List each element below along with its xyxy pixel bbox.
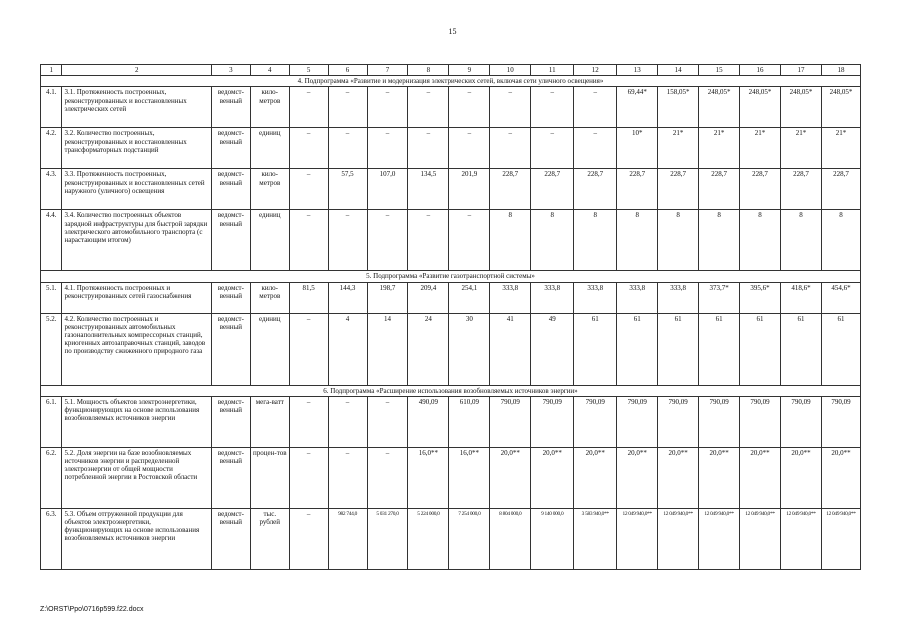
page-number: 15 (448, 27, 457, 36)
indicator-value: 8 (740, 210, 781, 271)
indicator-value: – (289, 508, 328, 569)
indicator-value: 12 049 940,0** (821, 508, 860, 569)
row-number: 4.2. (41, 128, 62, 169)
indicator-value: 8 (821, 210, 860, 271)
indicator-value: 21* (821, 128, 860, 169)
indicators-table (40, 64, 861, 570)
indicator-value: 14 (367, 313, 408, 385)
column-number: 12 (574, 65, 617, 76)
indicator-value: 61 (780, 313, 821, 385)
indicator-type: ведомст-венный (211, 447, 250, 508)
indicator-value: 61 (821, 313, 860, 385)
unit-of-measure: мега-ватт (250, 396, 289, 447)
indicator-value: 21* (699, 128, 740, 169)
indicator-value: 8 (780, 210, 821, 271)
row-number: 5.1. (41, 282, 62, 313)
indicator-value: – (367, 128, 408, 169)
unit-of-measure: единиц (250, 313, 289, 385)
indicator-value: 209,4 (408, 282, 449, 313)
indicator-value: 490,09 (408, 396, 449, 447)
row-number: 4.1. (41, 87, 62, 128)
unit-of-measure: кило-метров (250, 282, 289, 313)
column-number: 17 (780, 65, 821, 76)
indicator-value: 30 (449, 313, 490, 385)
column-number: 4 (250, 65, 289, 76)
indicator-value: 134,5 (408, 169, 449, 210)
indicator-row (41, 396, 861, 447)
indicator-value: 20,0** (780, 447, 821, 508)
unit-of-measure: единиц (250, 210, 289, 271)
indicator-value: 5 224 000,0 (408, 508, 449, 569)
indicator-value: – (574, 128, 617, 169)
indicator-value: 20,0** (531, 447, 574, 508)
file-path-footer: Z:\ORST\Ppo\0716p599.f22.docx (40, 606, 144, 613)
indicator-value: 790,09 (740, 396, 781, 447)
indicator-value: 9 140 000,0 (531, 508, 574, 569)
column-number: 3 (211, 65, 250, 76)
indicator-value: 395,6* (740, 282, 781, 313)
indicator-value: 61 (574, 313, 617, 385)
indicator-value: 8 (617, 210, 658, 271)
indicator-value: 158,05* (658, 87, 699, 128)
row-number: 6.1. (41, 396, 62, 447)
indicator-value: – (408, 210, 449, 271)
unit-of-measure: тыс. рублей (250, 508, 289, 569)
indicator-value: 16,0** (449, 447, 490, 508)
indicator-value: 418,6* (780, 282, 821, 313)
indicator-row (41, 87, 861, 128)
indicator-value: – (367, 447, 408, 508)
indicator-type: ведомст-венный (211, 169, 250, 210)
indicator-value: 248,05* (821, 87, 860, 128)
indicator-type: ведомст-венный (211, 210, 250, 271)
indicator-value: 228,7 (740, 169, 781, 210)
indicator-value: 8 (658, 210, 699, 271)
indicator-value: 20,0** (699, 447, 740, 508)
indicator-value: – (531, 87, 574, 128)
indicator-value: 8 (699, 210, 740, 271)
indicator-type: ведомст-венный (211, 313, 250, 385)
column-number: 9 (449, 65, 490, 76)
indicator-value: 21* (658, 128, 699, 169)
indicator-value: 8 (490, 210, 531, 271)
indicator-value: 8 804 000,0 (490, 508, 531, 569)
indicator-value: – (289, 447, 328, 508)
indicator-value: 20,0** (617, 447, 658, 508)
indicator-value: – (449, 128, 490, 169)
indicator-type: ведомст-венный (211, 87, 250, 128)
indicator-value: 69,44* (617, 87, 658, 128)
indicator-type: ведомст-венный (211, 282, 250, 313)
indicator-name: 5.2. Доля энергии на базе возобновляемых источников энергии и распределенной электроэнергии от общей мощности потребленной энергии в Ростовской области (62, 447, 211, 508)
row-number: 6.3. (41, 508, 62, 569)
indicator-value: 57,5 (328, 169, 367, 210)
indicator-name: 3.4. Количество построенных объектов зарядной инфраструктуры для быстрой зарядки электрического автомобильного транспорта (с нарастающим итогом) (62, 210, 211, 271)
indicator-value: 248,05* (699, 87, 740, 128)
row-number: 6.2. (41, 447, 62, 508)
column-number: 10 (490, 65, 531, 76)
indicator-value: 373,7* (699, 282, 740, 313)
indicator-value: 790,09 (821, 396, 860, 447)
indicator-row (41, 169, 861, 210)
indicator-value: – (289, 313, 328, 385)
indicator-value: 8 (574, 210, 617, 271)
indicator-value: – (449, 210, 490, 271)
indicator-value: 20,0** (821, 447, 860, 508)
indicator-value: – (289, 210, 328, 271)
indicator-value: 228,7 (490, 169, 531, 210)
indicator-row (41, 210, 861, 271)
column-number: 2 (62, 65, 211, 76)
subprogram-title: 5. Подпрограмма «Развитие газотранспортной системы» (41, 271, 861, 282)
indicator-value: 610,09 (449, 396, 490, 447)
indicator-name: 4.2. Количество построенных и реконструированных автомобильных газонаполнительных компрессорных станций, криогенных автозаправочных станций, заводов по производству сжиженного природного газа (62, 313, 211, 385)
indicator-value: – (490, 128, 531, 169)
row-number: 4.4. (41, 210, 62, 271)
indicator-value: – (328, 87, 367, 128)
column-number: 7 (367, 65, 408, 76)
indicator-value: – (328, 128, 367, 169)
unit-of-measure: кило-метров (250, 87, 289, 128)
indicator-value: 790,09 (699, 396, 740, 447)
subprogram-title: 6. Подпрограмма «Расширение использования возобновляемых источников энергии» (41, 385, 861, 396)
indicator-name: 4.1. Протяженность построенных и реконструированных сетей газоснабжения (62, 282, 211, 313)
column-number: 11 (531, 65, 574, 76)
indicator-value: 49 (531, 313, 574, 385)
indicator-value: 144,3 (328, 282, 367, 313)
column-number: 5 (289, 65, 328, 76)
subprogram-row (41, 76, 861, 87)
indicator-value: 333,8 (574, 282, 617, 313)
indicator-value: – (408, 87, 449, 128)
indicator-value: 333,8 (658, 282, 699, 313)
indicator-value: 16,0** (408, 447, 449, 508)
indicator-value: 21* (780, 128, 821, 169)
indicator-name: 3.3. Протяженность построенных, реконструированных и восстановленных сетей наружного (уличного) освещения (62, 169, 211, 210)
indicator-value: 20,0** (490, 447, 531, 508)
column-number: 15 (699, 65, 740, 76)
indicator-value: 41 (490, 313, 531, 385)
indicator-value: – (289, 128, 328, 169)
indicator-value: – (289, 396, 328, 447)
indicator-row (41, 447, 861, 508)
indicator-value: 12 049 940,0** (617, 508, 658, 569)
indicator-value: – (367, 210, 408, 271)
indicator-value: 20,0** (740, 447, 781, 508)
indicator-value: 12 049 940,0** (699, 508, 740, 569)
indicator-value: 790,09 (531, 396, 574, 447)
indicator-value: 333,8 (617, 282, 658, 313)
indicator-value: 454,6* (821, 282, 860, 313)
indicator-value: 24 (408, 313, 449, 385)
indicator-value: 201,9 (449, 169, 490, 210)
indicator-value: 228,7 (617, 169, 658, 210)
indicator-value: – (367, 87, 408, 128)
indicator-value: – (328, 396, 367, 447)
indicator-value: 790,09 (780, 396, 821, 447)
row-number: 4.3. (41, 169, 62, 210)
indicator-value: 228,7 (574, 169, 617, 210)
subprogram-row (41, 271, 861, 282)
indicator-row (41, 128, 861, 169)
indicator-row (41, 282, 861, 313)
indicator-value: – (289, 87, 328, 128)
indicator-type: ведомст-венный (211, 396, 250, 447)
column-number: 16 (740, 65, 781, 76)
indicator-type: ведомст-венный (211, 128, 250, 169)
indicator-value: 12 049 940,0** (740, 508, 781, 569)
indicator-value: 228,7 (531, 169, 574, 210)
subprogram-row (41, 385, 861, 396)
indicator-value: – (574, 87, 617, 128)
row-number: 5.2. (41, 313, 62, 385)
indicator-value: 228,7 (658, 169, 699, 210)
column-number: 14 (658, 65, 699, 76)
indicator-value: – (367, 396, 408, 447)
indicator-value: 61 (740, 313, 781, 385)
column-number: 1 (41, 65, 62, 76)
column-number: 13 (617, 65, 658, 76)
indicator-name: 3.2. Количество построенных, реконструированных и восстановленных трансформаторных подстанций (62, 128, 211, 169)
indicator-value: 228,7 (699, 169, 740, 210)
indicator-value: 21* (740, 128, 781, 169)
indicator-value: 20,0** (574, 447, 617, 508)
indicator-value: 790,09 (490, 396, 531, 447)
indicator-value: 61 (658, 313, 699, 385)
indicator-value: 4 (328, 313, 367, 385)
indicator-value: 10* (617, 128, 658, 169)
column-number: 8 (408, 65, 449, 76)
subprogram-title: 4. Подпрограмма «Развитие и модернизация электрических сетей, включая сети уличного освещения» (41, 76, 861, 87)
indicator-value: 248,05* (740, 87, 781, 128)
indicator-value: 248,05* (780, 87, 821, 128)
indicator-value: 107,0 (367, 169, 408, 210)
indicator-type: ведомст-венный (211, 508, 250, 569)
column-number-row (41, 65, 861, 76)
indicator-value: 20,0** (658, 447, 699, 508)
indicator-value: 982 744,0 (328, 508, 367, 569)
indicator-value: 7 254 000,0 (449, 508, 490, 569)
indicator-name: 5.3. Объем отгруженной продукции для объектов электроэнергетики, функционирующих на основе использования возобновляемых источников энергии (62, 508, 211, 569)
indicator-value: 81,5 (289, 282, 328, 313)
indicator-value: 254,1 (449, 282, 490, 313)
indicator-name: 5.1. Мощность объектов электроэнергетики, функционирующих на основе использования возобновляемых источников энергии (62, 396, 211, 447)
indicator-value: 198,7 (367, 282, 408, 313)
indicator-value: – (490, 87, 531, 128)
indicator-value: 5 031 270,0 (367, 508, 408, 569)
indicator-value: 8 (531, 210, 574, 271)
unit-of-measure: единиц (250, 128, 289, 169)
indicator-value: 61 (699, 313, 740, 385)
indicator-row (41, 508, 861, 569)
indicator-value: – (531, 128, 574, 169)
indicator-value: 333,8 (490, 282, 531, 313)
indicator-value: 61 (617, 313, 658, 385)
indicator-value: – (328, 447, 367, 508)
indicator-value: 333,8 (531, 282, 574, 313)
unit-of-measure: процен-тов (250, 447, 289, 508)
indicator-value: – (289, 169, 328, 210)
indicator-value: 3 583 940,0** (574, 508, 617, 569)
column-number: 18 (821, 65, 860, 76)
indicator-value: 790,09 (574, 396, 617, 447)
indicator-row (41, 313, 861, 385)
indicator-value: – (449, 87, 490, 128)
indicator-value: 12 049 940,0** (658, 508, 699, 569)
indicator-value: 228,7 (780, 169, 821, 210)
indicator-value: 790,09 (658, 396, 699, 447)
indicator-value: – (328, 210, 367, 271)
indicator-value: 12 049 940,0** (780, 508, 821, 569)
indicator-name: 3.1. Протяженность построенных, реконструированных и восстановленных электрических сетей (62, 87, 211, 128)
column-number: 6 (328, 65, 367, 76)
indicator-value: 228,7 (821, 169, 860, 210)
unit-of-measure: кило-метров (250, 169, 289, 210)
indicator-value: 790,09 (617, 396, 658, 447)
indicator-value: – (408, 128, 449, 169)
